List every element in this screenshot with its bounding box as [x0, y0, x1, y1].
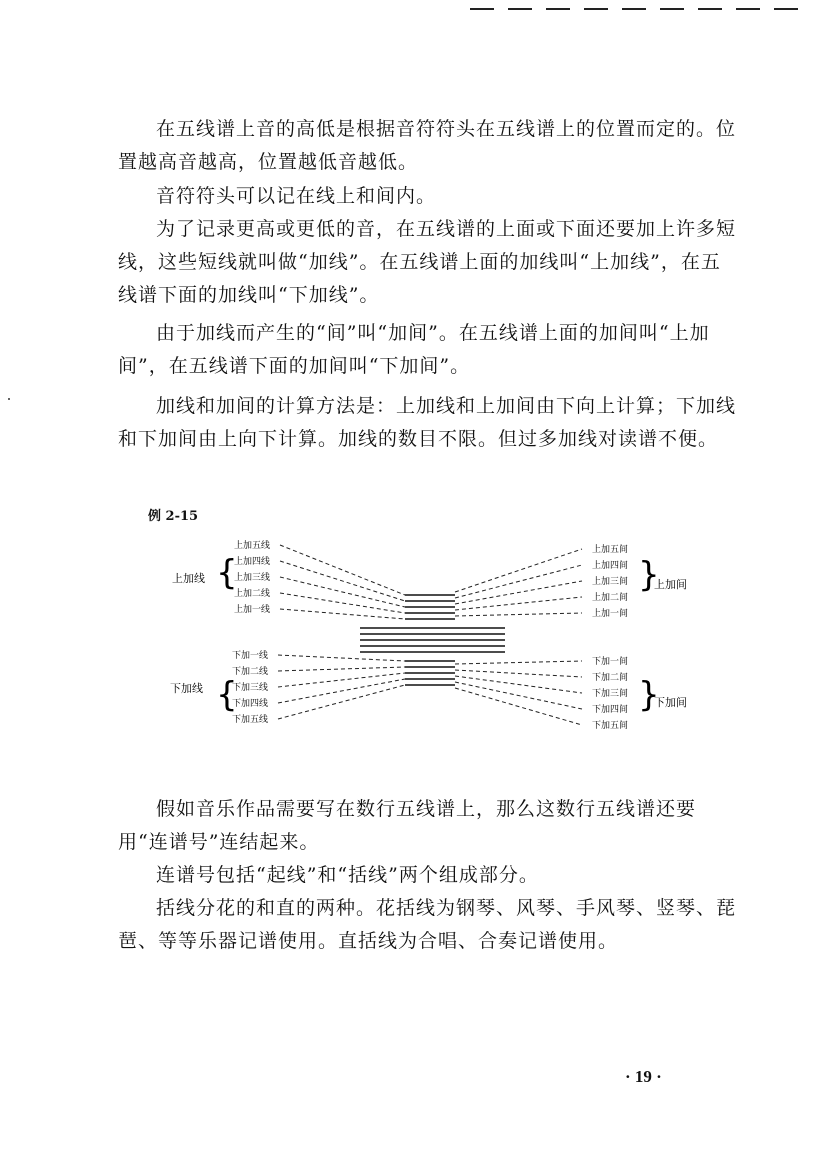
lower-space-label: 下加五间 — [591, 721, 628, 731]
lower-line-label: 下加四线 — [232, 699, 269, 709]
lower-line-connector — [278, 655, 405, 661]
lower-line-connector — [278, 679, 405, 703]
lower-space-connector — [455, 670, 582, 677]
upper-line-label: 上加一线 — [234, 605, 271, 615]
lower-line-label: 下加三线 — [232, 683, 269, 693]
paragraph-7: 连谱号包括“起线”和“括线”两个组成部分。 — [156, 864, 539, 886]
paragraph-2: 音符符头可以记在线上和间内。 — [156, 185, 437, 207]
upper-line-label: 上加五线 — [234, 541, 271, 551]
lower-space-label: 下加四间 — [591, 705, 628, 715]
lower-line-label: 下加五线 — [232, 715, 269, 725]
lower-space-connector — [455, 676, 582, 693]
lower-space-connector — [455, 661, 582, 664]
lower-lines-group-label: 下加线 — [170, 682, 203, 695]
upper-space-label: 上加四间 — [591, 561, 628, 571]
lower-spaces-group-label: 下加间 — [654, 696, 687, 709]
upper-space-label: 上加一间 — [591, 609, 628, 619]
paragraph-4: 由于加线而产生的“间”叫“加间”。在五线谱上面的加间叫“上加间”，在五线谱下面的加间叫“下加间”。 — [118, 322, 710, 377]
paragraph-3: 为了记录更高或更低的音，在五线谱的上面或下面还要加上许多短线，这些短线就叫做“加线”。在五线谱上面的加线叫“上加线”，在五线谱下面的加线叫“下加线”。 — [118, 218, 737, 306]
lower-left-brace: { — [216, 675, 238, 715]
upper-space-connector — [455, 565, 582, 598]
upper-spaces-group-label: 上加间 — [654, 578, 687, 591]
lower-line-label: 下加一线 — [232, 651, 269, 661]
upper-space-connector — [455, 549, 582, 592]
lower-line-connector — [278, 673, 405, 687]
upper-line-label: 上加四线 — [234, 557, 271, 567]
page-number: · 19 · — [625, 1067, 662, 1086]
example-label: 例 2-15 — [148, 509, 199, 524]
upper-space-connector — [455, 613, 582, 616]
upper-line-label: 上加三线 — [234, 573, 271, 583]
upper-space-label: 上加三间 — [591, 577, 628, 587]
upper-line-connector — [280, 561, 405, 601]
upper-space-label: 上加五间 — [591, 545, 628, 555]
paragraph-8: 括线分花的和直的两种。花括线为钢琴、风琴、手风琴、竖琴、琵琶、等等乐器记谱使用。直括线为合唱、合奏记谱使用。 — [118, 897, 737, 952]
lower-space-connector — [455, 682, 582, 709]
upper-space-connector — [455, 581, 582, 604]
lower-space-label: 下加一间 — [591, 657, 628, 667]
paragraph-6: 假如音乐作品需要写在数行五线谱上，那么这数行五线谱还要用“连谱号”连结起来。 — [118, 798, 697, 853]
header-rule — [470, 8, 810, 10]
upper-lines-group-label: 上加线 — [172, 572, 205, 585]
upper-right-brace: } — [638, 555, 660, 595]
lower-right-brace: } — [638, 675, 660, 715]
upper-space-label: 上加二间 — [591, 593, 628, 603]
upper-line-label: 上加二线 — [234, 589, 271, 599]
scan-speck — [8, 398, 10, 400]
lower-line-connector — [278, 667, 405, 671]
upper-left-brace: { — [216, 553, 238, 593]
upper-line-connector — [280, 593, 405, 613]
paragraph-1: 在五线谱上音的高低是根据音符符头在五线谱上的位置而定的。位置越高音越高，位置越低音越低。 — [118, 118, 737, 173]
lower-line-connector — [278, 685, 405, 719]
ledger-lines-diagram — [150, 530, 710, 745]
lower-space-label: 下加二间 — [591, 673, 628, 683]
upper-space-connector — [455, 597, 582, 610]
lower-space-label: 下加三间 — [591, 689, 628, 699]
paragraph-5: 加线和加间的计算方法是：上加线和上加间由下向上计算；下加线和下加间由上向下计算。加线的数目不限。但过多加线对读谱不便。 — [118, 395, 737, 450]
lower-line-label: 下加二线 — [232, 667, 269, 677]
lower-space-connector — [455, 688, 582, 725]
upper-line-connector — [280, 545, 405, 595]
